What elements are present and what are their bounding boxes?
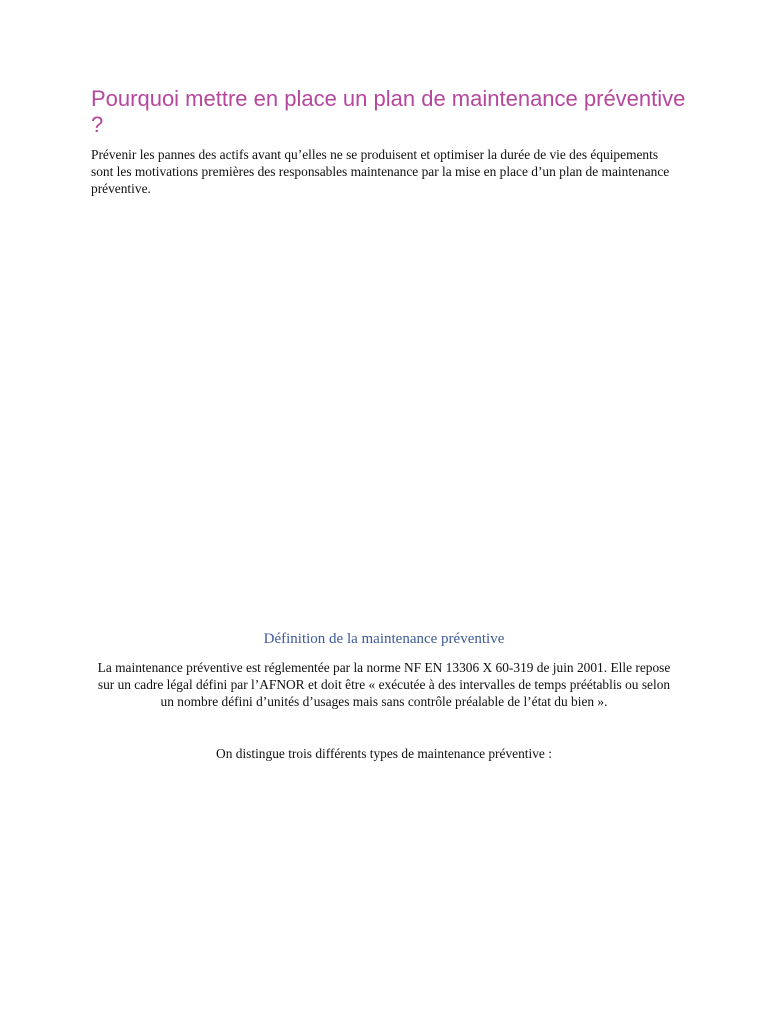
section-heading-definition: Définition de la maintenance préventive <box>263 631 505 647</box>
intro-paragraph: Prévenir les pannes des actifs avant qu’elles ne se produisent et optimiser la durée de vie des équipements sont les motivations premières des responsables maintenance par la mise en place d’un plan de maintenance préventive. <box>91 147 670 196</box>
types-intro-paragraph: On distingue trois différents types de maintenance préventive : <box>216 746 552 761</box>
section-heading-why-plan: Pourquoi mettre en place un plan de maintenance préventive ? <box>91 86 686 137</box>
definition-paragraph: La maintenance préventive est réglementée par la norme NF EN 13306 X 60-319 de juin 2001. Elle repose sur un cadre légal défini par l’AFNOR et doit être « exécutée à des intervalles de temps préétablis ou selon un nombre défini d’unités d’usages mais sans contrôle préalable de l’état du bien ». <box>97 660 671 710</box>
